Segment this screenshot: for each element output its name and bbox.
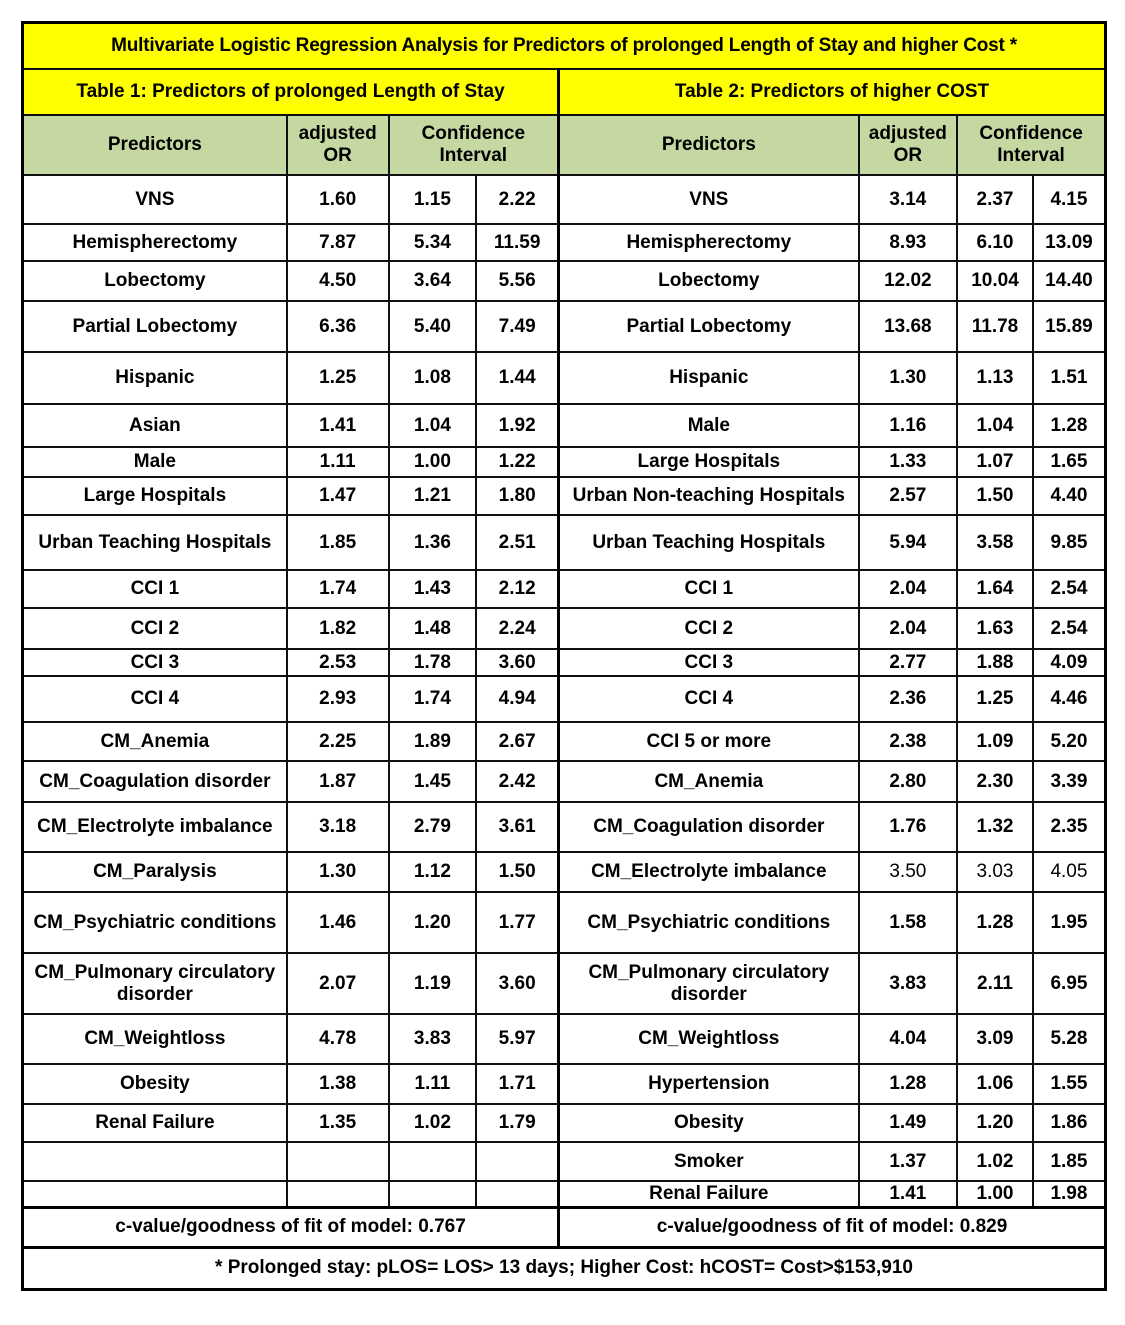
- left-predictor-cell: CCI 3: [23, 649, 287, 676]
- left-ci-low-cell: 1.45: [389, 761, 477, 802]
- right-predictor-cell: CCI 4: [559, 676, 859, 722]
- left-ci-high-cell: 2.12: [476, 570, 558, 608]
- left-or-cell: 1.82: [287, 608, 389, 649]
- left-predictor-cell: Male: [23, 447, 287, 477]
- table-row: [23, 1104, 1106, 1142]
- table-row: [23, 852, 1106, 892]
- right-predictor-cell: CM_Anemia: [559, 761, 859, 802]
- left-predictor-cell: CCI 4: [23, 676, 287, 722]
- left-ci-low-cell: 1.21: [389, 477, 477, 515]
- left-or-cell: 1.41: [287, 404, 389, 447]
- right-ci-low-cell: 1.32: [957, 802, 1033, 852]
- right-predictor-cell: Hypertension: [559, 1064, 859, 1104]
- left-ci-high-cell: 2.51: [476, 515, 558, 570]
- left-predictor-cell: Hemispherectomy: [23, 224, 287, 261]
- right-predictor-cell: Partial Lobectomy: [559, 301, 859, 352]
- table-row: [23, 953, 1106, 1014]
- left-ci-low-cell: 2.79: [389, 802, 477, 852]
- left-predictor-cell: [23, 1181, 287, 1207]
- right-or-cell: 3.83: [859, 953, 958, 1014]
- left-ci-high-cell: 4.94: [476, 676, 558, 722]
- table-row: [23, 224, 1106, 261]
- right-ci-high-cell: 5.28: [1033, 1014, 1106, 1064]
- left-predictor-cell: Obesity: [23, 1064, 287, 1104]
- right-or-cell: 2.36: [859, 676, 958, 722]
- left-predictor-cell: CM_Paralysis: [23, 852, 287, 892]
- left-ci-high-cell: 2.42: [476, 761, 558, 802]
- right-predictor-cell: Lobectomy: [559, 261, 859, 301]
- table-row: [23, 477, 1106, 515]
- right-or-cell: 1.37: [859, 1142, 958, 1181]
- table-row: [23, 447, 1106, 477]
- table-row: [23, 1181, 1106, 1207]
- left-predictor-cell: CM_Anemia: [23, 722, 287, 761]
- table-row: [23, 404, 1106, 447]
- left-ci-low-cell: 1.20: [389, 892, 477, 953]
- left-or-cell: 1.38: [287, 1064, 389, 1104]
- left-predictor-cell: Asian: [23, 404, 287, 447]
- right-or-cell: 2.38: [859, 722, 958, 761]
- left-or-cell: 1.74: [287, 570, 389, 608]
- right-or-cell: 3.50: [859, 852, 958, 892]
- right-ci-low-cell: 3.09: [957, 1014, 1033, 1064]
- right-ci-high-cell: 9.85: [1033, 515, 1106, 570]
- right-ci-high-cell: 1.85: [1033, 1142, 1106, 1181]
- left-or-cell: [287, 1181, 389, 1207]
- left-ci-low-cell: 3.64: [389, 261, 477, 301]
- right-ci-high-cell: 4.15: [1033, 175, 1106, 224]
- left-or-cell: 2.93: [287, 676, 389, 722]
- right-ci-low-cell: 1.50: [957, 477, 1033, 515]
- caption-row: [23, 69, 1106, 115]
- left-ci-low-cell: 1.02: [389, 1104, 477, 1142]
- right-ci-low-cell: 2.30: [957, 761, 1033, 802]
- left-ci-high-cell: 3.61: [476, 802, 558, 852]
- left-or-cell: 7.87: [287, 224, 389, 261]
- right-or-cell: 1.16: [859, 404, 958, 447]
- right-predictor-cell: Smoker: [559, 1142, 859, 1181]
- left-predictor-cell: CM_Pulmonary circulatory disorder: [23, 953, 287, 1014]
- left-ci-high-cell: 1.80: [476, 477, 558, 515]
- title-row: [23, 23, 1106, 70]
- right-or-cell: 1.30: [859, 352, 958, 404]
- table1-adjusted-or-header: adjusted OR: [287, 115, 389, 175]
- right-predictor-cell: Obesity: [559, 1104, 859, 1142]
- right-or-cell: 1.33: [859, 447, 958, 477]
- right-ci-high-cell: 1.55: [1033, 1064, 1106, 1104]
- left-ci-low-cell: 1.89: [389, 722, 477, 761]
- left-ci-low-cell: 1.08: [389, 352, 477, 404]
- left-or-cell: 6.36: [287, 301, 389, 352]
- left-predictor-cell: Urban Teaching Hospitals: [23, 515, 287, 570]
- right-predictor-cell: CCI 5 or more: [559, 722, 859, 761]
- right-predictor-cell: Large Hospitals: [559, 447, 859, 477]
- table-row: [23, 722, 1106, 761]
- left-ci-low-cell: 1.36: [389, 515, 477, 570]
- left-ci-low-cell: 1.74: [389, 676, 477, 722]
- right-ci-high-cell: 2.54: [1033, 570, 1106, 608]
- right-or-cell: 4.04: [859, 1014, 958, 1064]
- left-ci-high-cell: 7.49: [476, 301, 558, 352]
- right-ci-high-cell: 14.40: [1033, 261, 1106, 301]
- right-predictor-cell: Hispanic: [559, 352, 859, 404]
- table-row: [23, 676, 1106, 722]
- left-predictor-cell: CCI 1: [23, 570, 287, 608]
- left-ci-high-cell: 2.67: [476, 722, 558, 761]
- table-row: [23, 301, 1106, 352]
- right-predictor-cell: Male: [559, 404, 859, 447]
- right-predictor-cell: CM_Pulmonary circulatory disorder: [559, 953, 859, 1014]
- right-ci-low-cell: 11.78: [957, 301, 1033, 352]
- right-ci-high-cell: 4.09: [1033, 649, 1106, 676]
- table-row: [23, 261, 1106, 301]
- right-ci-low-cell: 1.06: [957, 1064, 1033, 1104]
- right-ci-high-cell: 1.51: [1033, 352, 1106, 404]
- left-predictor-cell: [23, 1142, 287, 1181]
- right-ci-high-cell: 6.95: [1033, 953, 1106, 1014]
- left-ci-high-cell: 5.56: [476, 261, 558, 301]
- left-ci-low-cell: 1.00: [389, 447, 477, 477]
- right-predictor-cell: CM_Weightloss: [559, 1014, 859, 1064]
- right-ci-high-cell: 2.35: [1033, 802, 1106, 852]
- right-ci-low-cell: 1.88: [957, 649, 1033, 676]
- left-ci-high-cell: 11.59: [476, 224, 558, 261]
- right-or-cell: 3.14: [859, 175, 958, 224]
- right-predictor-cell: CCI 2: [559, 608, 859, 649]
- right-ci-low-cell: 1.04: [957, 404, 1033, 447]
- table2-predictors-header: Predictors: [559, 115, 859, 175]
- left-predictor-cell: CM_Electrolyte imbalance: [23, 802, 287, 852]
- right-ci-low-cell: 1.20: [957, 1104, 1033, 1142]
- right-or-cell: 1.41: [859, 1181, 958, 1207]
- left-ci-high-cell: 3.60: [476, 649, 558, 676]
- right-predictor-cell: CM_Electrolyte imbalance: [559, 852, 859, 892]
- table2-adjusted-or-header: adjusted OR: [859, 115, 958, 175]
- right-ci-high-cell: 1.65: [1033, 447, 1106, 477]
- right-predictor-cell: CCI 1: [559, 570, 859, 608]
- right-or-cell: 2.04: [859, 570, 958, 608]
- left-predictor-cell: Hispanic: [23, 352, 287, 404]
- right-ci-low-cell: 2.11: [957, 953, 1033, 1014]
- right-ci-high-cell: 3.39: [1033, 761, 1106, 802]
- right-ci-low-cell: 1.25: [957, 676, 1033, 722]
- left-predictor-cell: VNS: [23, 175, 287, 224]
- right-ci-low-cell: 1.00: [957, 1181, 1033, 1207]
- left-ci-low-cell: 3.83: [389, 1014, 477, 1064]
- left-or-cell: 1.46: [287, 892, 389, 953]
- left-or-cell: 2.53: [287, 649, 389, 676]
- right-ci-low-cell: 3.58: [957, 515, 1033, 570]
- footnote-row: [23, 1247, 1106, 1289]
- left-ci-high-cell: 2.24: [476, 608, 558, 649]
- right-ci-high-cell: 1.98: [1033, 1181, 1106, 1207]
- right-ci-low-cell: 1.28: [957, 892, 1033, 953]
- left-ci-high-cell: 1.50: [476, 852, 558, 892]
- right-or-cell: 2.04: [859, 608, 958, 649]
- regression-table: [21, 21, 1107, 1291]
- left-or-cell: 1.60: [287, 175, 389, 224]
- right-ci-high-cell: 1.86: [1033, 1104, 1106, 1142]
- left-ci-low-cell: 1.43: [389, 570, 477, 608]
- left-ci-high-cell: 5.97: [476, 1014, 558, 1064]
- right-predictor-cell: VNS: [559, 175, 859, 224]
- left-ci-high-cell: 1.79: [476, 1104, 558, 1142]
- left-or-cell: 2.07: [287, 953, 389, 1014]
- right-ci-high-cell: 2.54: [1033, 608, 1106, 649]
- table1-confidence-interval-header: Confidence Interval: [389, 115, 559, 175]
- left-ci-low-cell: 1.15: [389, 175, 477, 224]
- right-ci-low-cell: 2.37: [957, 175, 1033, 224]
- left-predictor-cell: Partial Lobectomy: [23, 301, 287, 352]
- cvalue-row: [23, 1207, 1106, 1247]
- table-row: [23, 649, 1106, 676]
- right-ci-low-cell: 10.04: [957, 261, 1033, 301]
- right-ci-low-cell: 1.09: [957, 722, 1033, 761]
- right-or-cell: 8.93: [859, 224, 958, 261]
- left-or-cell: 1.47: [287, 477, 389, 515]
- left-ci-high-cell: 2.22: [476, 175, 558, 224]
- right-ci-high-cell: 15.89: [1033, 301, 1106, 352]
- right-ci-high-cell: 5.20: [1033, 722, 1106, 761]
- left-predictor-cell: CM_Weightloss: [23, 1014, 287, 1064]
- right-or-cell: 2.57: [859, 477, 958, 515]
- left-or-cell: [287, 1142, 389, 1181]
- table-row: [23, 1142, 1106, 1181]
- table1-caption: Table 1: Predictors of prolonged Length of Stay: [23, 69, 559, 115]
- right-or-cell: 1.58: [859, 892, 958, 953]
- left-ci-high-cell: [476, 1142, 558, 1181]
- right-predictor-cell: CM_Coagulation disorder: [559, 802, 859, 852]
- left-ci-high-cell: [476, 1181, 558, 1207]
- right-ci-high-cell: 1.95: [1033, 892, 1106, 953]
- left-or-cell: 1.25: [287, 352, 389, 404]
- right-predictor-cell: CCI 3: [559, 649, 859, 676]
- right-ci-low-cell: 1.63: [957, 608, 1033, 649]
- table2-caption: Table 2: Predictors of higher COST: [559, 69, 1106, 115]
- table-row: [23, 1064, 1106, 1104]
- right-or-cell: 2.77: [859, 649, 958, 676]
- left-or-cell: 4.50: [287, 261, 389, 301]
- left-ci-low-cell: 5.40: [389, 301, 477, 352]
- page-title: Multivariate Logistic Regression Analysis for Predictors of prolonged Length of Stay and higher Cost *: [23, 23, 1106, 70]
- table-row: [23, 515, 1106, 570]
- right-ci-high-cell: 4.40: [1033, 477, 1106, 515]
- left-or-cell: 4.78: [287, 1014, 389, 1064]
- right-ci-low-cell: 1.13: [957, 352, 1033, 404]
- right-predictor-cell: Urban Non-teaching Hospitals: [559, 477, 859, 515]
- table-row: [23, 802, 1106, 852]
- right-or-cell: 1.28: [859, 1064, 958, 1104]
- table-row: [23, 761, 1106, 802]
- table2-cvalue: c-value/goodness of fit of model: 0.829: [559, 1207, 1106, 1247]
- right-ci-high-cell: 13.09: [1033, 224, 1106, 261]
- left-ci-low-cell: 5.34: [389, 224, 477, 261]
- right-ci-low-cell: 1.02: [957, 1142, 1033, 1181]
- left-ci-low-cell: 1.19: [389, 953, 477, 1014]
- left-predictor-cell: Large Hospitals: [23, 477, 287, 515]
- right-ci-low-cell: 3.03: [957, 852, 1033, 892]
- table2-confidence-interval-header: Confidence Interval: [957, 115, 1105, 175]
- right-ci-high-cell: 4.05: [1033, 852, 1106, 892]
- right-ci-high-cell: 1.28: [1033, 404, 1106, 447]
- left-predictor-cell: CM_Coagulation disorder: [23, 761, 287, 802]
- right-or-cell: 12.02: [859, 261, 958, 301]
- right-ci-low-cell: 1.64: [957, 570, 1033, 608]
- right-ci-low-cell: 1.07: [957, 447, 1033, 477]
- right-predictor-cell: Hemispherectomy: [559, 224, 859, 261]
- left-ci-low-cell: [389, 1142, 477, 1181]
- right-predictor-cell: Urban Teaching Hospitals: [559, 515, 859, 570]
- table-row: [23, 1014, 1106, 1064]
- right-or-cell: 2.80: [859, 761, 958, 802]
- table-row: [23, 570, 1106, 608]
- left-ci-high-cell: 1.92: [476, 404, 558, 447]
- left-predictor-cell: CCI 2: [23, 608, 287, 649]
- left-ci-high-cell: 1.22: [476, 447, 558, 477]
- table-row: [23, 892, 1106, 953]
- left-or-cell: 1.11: [287, 447, 389, 477]
- table-row: [23, 175, 1106, 224]
- footnote: * Prolonged stay: pLOS= LOS> 13 days; Higher Cost: hCOST= Cost>$153,910: [23, 1247, 1106, 1289]
- left-ci-low-cell: 1.78: [389, 649, 477, 676]
- table1-predictors-header: Predictors: [23, 115, 287, 175]
- left-or-cell: 1.87: [287, 761, 389, 802]
- left-predictor-cell: Lobectomy: [23, 261, 287, 301]
- left-ci-high-cell: 1.44: [476, 352, 558, 404]
- left-predictor-cell: CM_Psychiatric conditions: [23, 892, 287, 953]
- left-or-cell: 3.18: [287, 802, 389, 852]
- right-or-cell: 1.49: [859, 1104, 958, 1142]
- table1-cvalue: c-value/goodness of fit of model: 0.767: [23, 1207, 559, 1247]
- right-or-cell: 1.76: [859, 802, 958, 852]
- left-ci-low-cell: [389, 1181, 477, 1207]
- left-or-cell: 1.30: [287, 852, 389, 892]
- left-or-cell: 1.85: [287, 515, 389, 570]
- right-ci-low-cell: 6.10: [957, 224, 1033, 261]
- left-predictor-cell: Renal Failure: [23, 1104, 287, 1142]
- table-body: [23, 175, 1106, 1207]
- left-or-cell: 2.25: [287, 722, 389, 761]
- left-ci-low-cell: 1.11: [389, 1064, 477, 1104]
- right-or-cell: 13.68: [859, 301, 958, 352]
- left-ci-high-cell: 3.60: [476, 953, 558, 1014]
- left-or-cell: 1.35: [287, 1104, 389, 1142]
- right-ci-high-cell: 4.46: [1033, 676, 1106, 722]
- left-ci-low-cell: 1.12: [389, 852, 477, 892]
- right-predictor-cell: Renal Failure: [559, 1181, 859, 1207]
- right-or-cell: 5.94: [859, 515, 958, 570]
- left-ci-low-cell: 1.48: [389, 608, 477, 649]
- left-ci-high-cell: 1.77: [476, 892, 558, 953]
- left-ci-low-cell: 1.04: [389, 404, 477, 447]
- left-ci-high-cell: 1.71: [476, 1064, 558, 1104]
- table-row: [23, 352, 1106, 404]
- right-predictor-cell: CM_Psychiatric conditions: [559, 892, 859, 953]
- column-header-row: [23, 115, 1106, 175]
- table-row: [23, 608, 1106, 649]
